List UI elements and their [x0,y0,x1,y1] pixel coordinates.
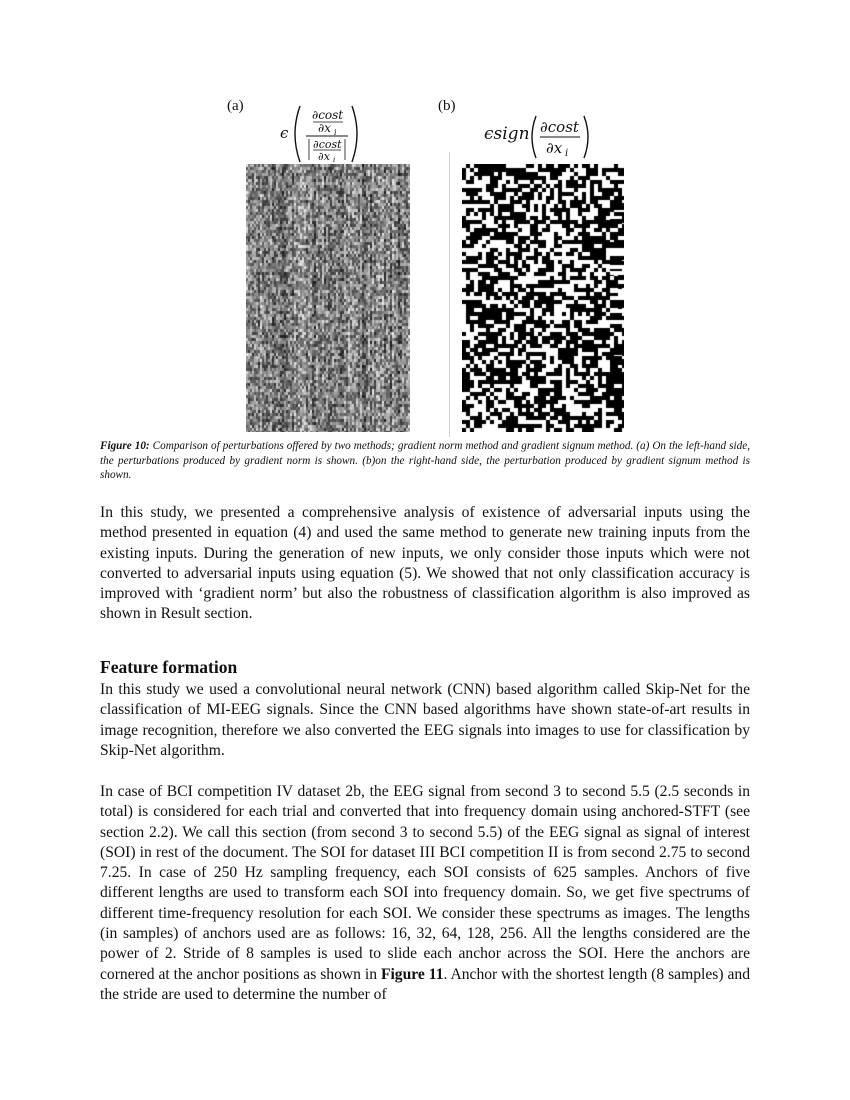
eq-a-den-subscript: i [333,156,336,164]
eq-a-den-bottom: ∂x [318,150,330,163]
panel-a-label: (a) [227,98,244,114]
eq-b-top: ∂cost [540,118,579,136]
figure-10 [100,92,750,437]
gradient-signum-noise-image [462,164,624,432]
paragraph-anchored-stft [100,782,750,1005]
caption-text: Comparison of perturbations offered by two methods; gradient norm method and gradient signum method. (a) On the left-hand side, the perturbations produced by gradient norm is shown. (b)on the right-hand side, the perturbation produced by gradient signum method is shown. [100,440,750,481]
figure-11-reference[interactable]: Figure 11 [380,965,444,983]
eq-a-den-top: ∂cost [313,138,342,151]
panel-divider [449,152,450,437]
paragraph3-main: In case of BCI competition IV dataset 2b, the EEG signal from second 3 to second 5.5 (2.5 seconds in total) is considered for each trial and converted that into frequency domain using anchored-STFT (see section 2.2). We call this section (from second 3 to second 5.5) of the EEG signal as signal of interest (SOI) in rest of the document. The SOI for dataset III BCI competition II is from second 2.75 to second 7.25. In case of 250 Hz sampling frequency, each SOI consists of 625 samples. Anchors of five different lengths are used to transform each SOI into frequency domain. So, we get five spectrums of different time-frequency resolution for each SOI. We consider these spectrums as images. The lengths (in samples) of anchors used are as follows: 16, 32, 64, 128, 256. All the lengths considered are the power of 2. Stride of 8 samples is used to slide each anchor across the SOI. Here the anchors are cornered at the anchor positions as shown in [100,783,750,983]
eq-b-prefix: ϵsign [484,124,530,144]
paragraph-cnn-skipnet: In this study we used a convolutional neural network (CNN) based algorithm called Skip-Net for the classification of MI-EEG signals. Since the CNN based algorithms have shown state-of-art results in image recognition, therefore we also converted the EEG signals into images to use for classification by Skip-Net algorithm. [100,681,750,759]
eq-a-num-subscript: i [334,128,337,137]
panel-b-label: (b) [438,98,456,114]
section-heading-feature-formation: Feature formation [100,657,238,677]
eq-a-epsilon: ϵ [280,124,289,142]
paragraph3-end: . Anchor with the shortest length (8 samples) and the stride are used to determine the number of [100,965,750,1003]
figure-caption [100,439,750,483]
eq-b-bottom: ∂x [546,139,563,157]
paragraph-adversarial-analysis: In this study, we presented a comprehensive analysis of existence of adversarial inputs using the method presented in equation (4) and used the same method to generate new training inputs from the existing inputs. During the generation of new inputs, we only consider those inputs which were not converted to adversarial inputs using equation (5). We showed that not only classification accuracy is improved with ‘gradient norm’ but also the robustness of classification algorithm is also improved as shown in Result section. [100,504,750,623]
gradient-norm-noise-image [246,164,410,432]
eq-a-num-top: ∂cost [312,108,344,122]
equation-gradient-signum [484,112,599,167]
caption-label: Figure 10: [100,440,150,452]
eq-a-num-bottom: ∂x [318,121,331,135]
eq-b-subscript: i [565,148,569,159]
equation-gradient-norm [278,100,373,173]
